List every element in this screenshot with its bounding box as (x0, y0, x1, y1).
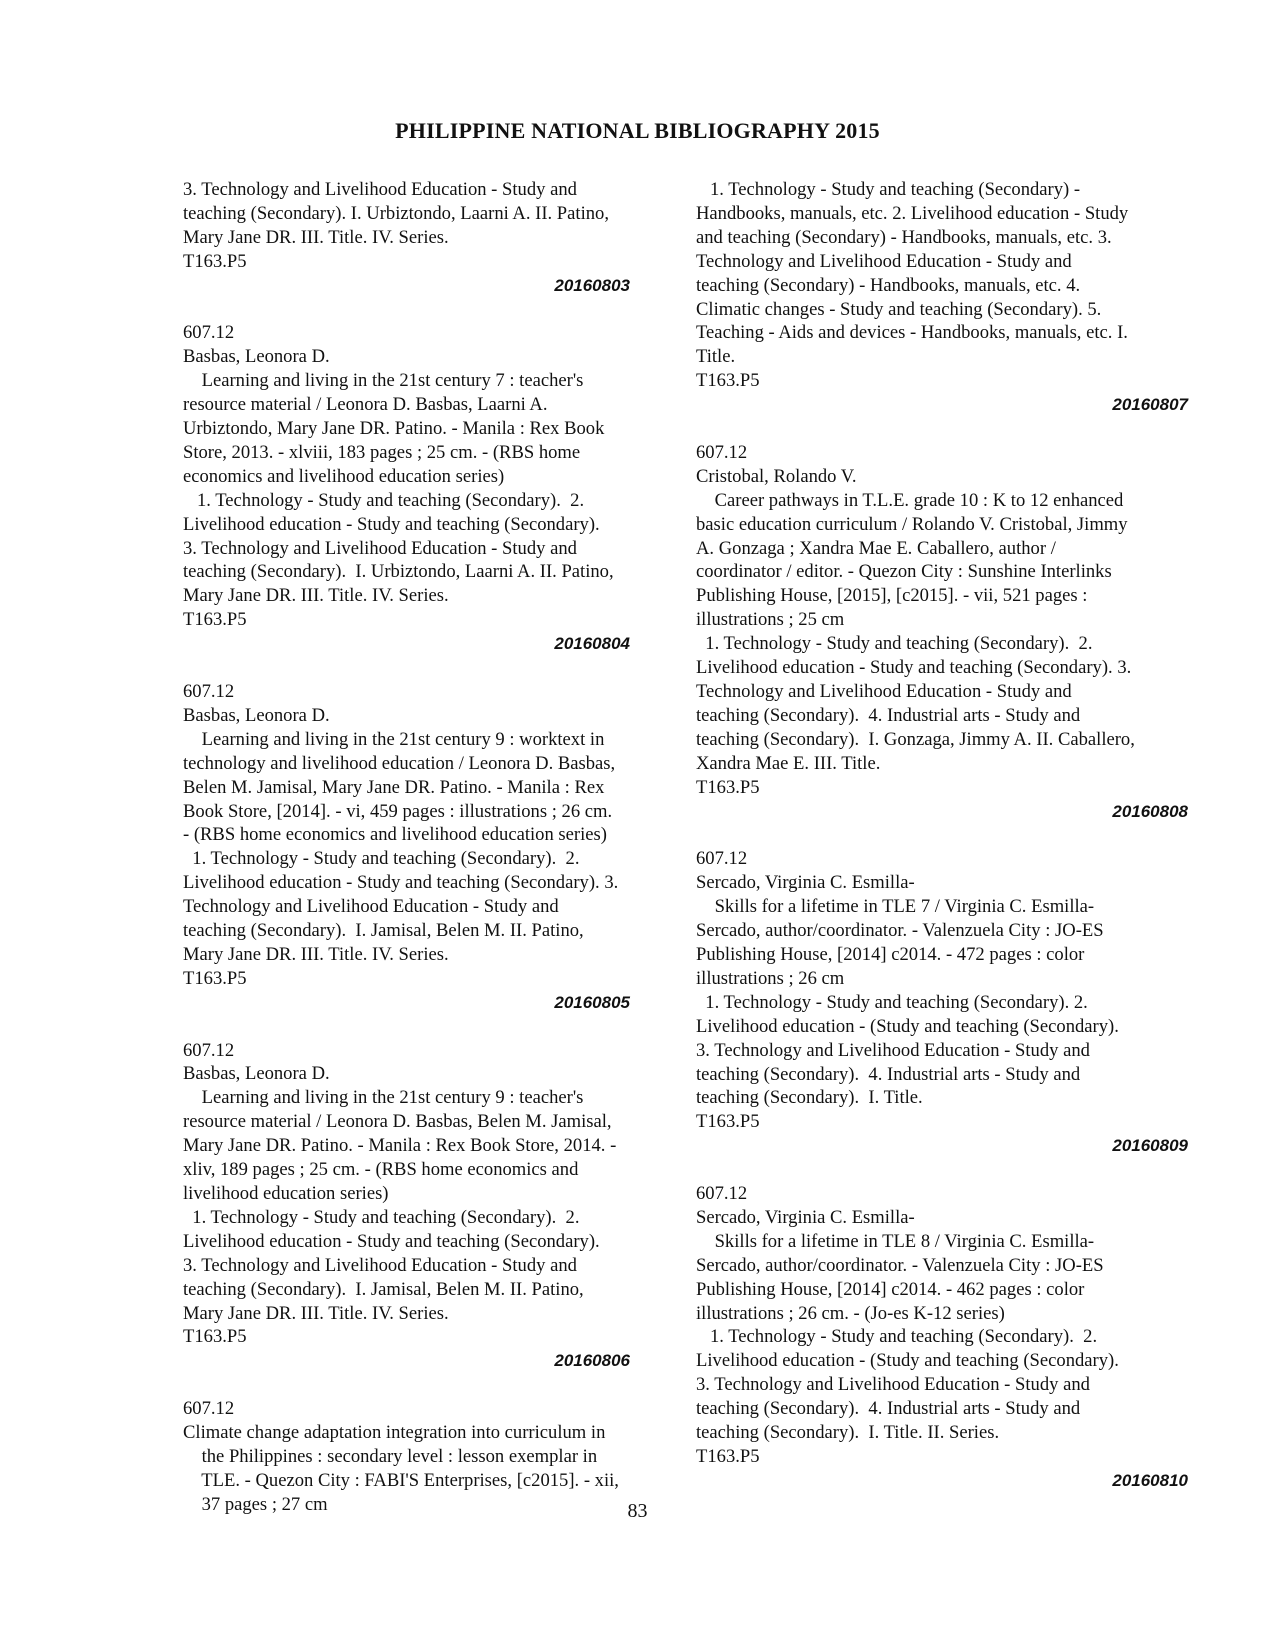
entry-line: teaching (Secondary). I. Jamisal, Belen M. II. Patino, (183, 920, 584, 942)
entry-line: 607.12 (183, 322, 235, 344)
entry-separator (696, 1158, 1196, 1182)
page-number: 83 (627, 1500, 648, 1522)
entry-line: 3. Technology and Livelihood Education - Study and (183, 537, 577, 559)
entry-line: Urbiztondo, Mary Jane DR. Patino. - Manila : Rex Book (183, 418, 605, 440)
entry-line: Climatic changes - Study and teaching (Secondary). 5. (696, 298, 1102, 320)
entry-line: and teaching (Secondary) - Handbooks, manuals, etc. 3. (696, 226, 1112, 248)
entry-line: Climate change adaptation integration into curriculum in (183, 1422, 606, 1444)
entry-line: teaching (Secondary). I. Gonzaga, Jimmy A. II. Caballero, (696, 728, 1135, 750)
entry-line: Livelihood education - Study and teaching (Secondary). (183, 513, 600, 535)
entry-line: T163.P5 (183, 250, 247, 272)
entry-line: A. Gonzaga ; Xandra Mae E. Caballero, author / (696, 537, 1056, 559)
record-number: 20160809 (1112, 1136, 1188, 1156)
entry-line: 607.12 (183, 1398, 235, 1420)
entry-line: Basbas, Leonora D. (183, 1063, 330, 1085)
entry-line: 1. Technology - Study and teaching (Secondary). 2. (696, 1326, 1098, 1348)
entry-line: 607.12 (696, 441, 748, 463)
entry-line: Mary Jane DR. III. Title. IV. Series. (183, 226, 449, 248)
entry-line: resource material / Leonora D. Basbas, Belen M. Jamisal, (183, 1111, 612, 1133)
record-number: 20160807 (1112, 395, 1188, 415)
entry-line: T163.P5 (696, 1111, 760, 1133)
entry-line: 607.12 (183, 681, 235, 702)
record-number: 20160804 (554, 634, 630, 654)
entry-line: T163.P5 (696, 1445, 760, 1467)
entry-line: T163.P5 (183, 1326, 247, 1348)
entry-separator (696, 417, 1196, 441)
entry-line: illustrations ; 25 cm (696, 609, 845, 631)
entry-line: the Philippines : secondary level : lesson exemplar in (183, 1445, 598, 1467)
entry-line: Technology and Livelihood Education - Study and (183, 896, 559, 918)
entry-line: Xandra Mae E. III. Title. (696, 752, 881, 774)
entry-line: Mary Jane DR. III. Title. IV. Series. (183, 943, 449, 965)
entry-line: T163.P5 (183, 967, 247, 989)
entry-line: Learning and living in the 21st century 9 : worktext in (183, 728, 605, 750)
entry-line: Livelihood education - Study and teaching (Secondary). 3. (696, 657, 1132, 679)
entry-separator (183, 1015, 638, 1039)
entry-line: Livelihood education - (Study and teaching (Secondary). (696, 1015, 1119, 1037)
entry-line: Career pathways in T.L.E. grade 10 : K to 12 enhanced (696, 489, 1124, 511)
entry-line: Technology and Livelihood Education - Study and (696, 681, 1072, 703)
entry-line: resource material / Leonora D. Basbas, Laarni A. (183, 394, 548, 416)
entry-line: teaching (Secondary). 4. Industrial arts - Study and (696, 704, 1081, 726)
entry-line: 607.12 (696, 848, 748, 870)
entry-line: Livelihood education - Study and teaching (Secondary). 3. (183, 872, 619, 894)
entry-line: Handbooks, manuals, etc. 2. Livelihood education - Study (696, 202, 1129, 224)
entry-line: Book Store, [2014]. - vi, 459 pages : illustrations ; 26 cm. (183, 800, 613, 822)
entry-line: - (RBS home economics and livelihood education series) (183, 824, 607, 846)
entry-separator (183, 656, 638, 680)
record-number: 20160806 (554, 1351, 630, 1371)
entry-line: Teaching - Aids and devices - Handbooks, manuals, etc. I. (696, 322, 1128, 344)
entry-line: 1. Technology - Study and teaching (Secondary). 2. (183, 848, 580, 870)
record-number: 20160803 (554, 275, 630, 295)
entry-line: Sercado, author/coordinator. - Valenzuela City : JO-ES (696, 920, 1104, 942)
left-column (183, 178, 638, 1517)
entry-line: Store, 2013. - xlviii, 183 pages ; 25 cm. - (RBS home (183, 441, 581, 463)
entry-line: basic education curriculum / Rolando V. Cristobal, Jimmy (696, 513, 1128, 535)
entry-line: xliv, 189 pages ; 25 cm. - (RBS home economics and (183, 1159, 579, 1181)
page-title: PHILIPPINE NATIONAL BIBLIOGRAPHY 2015 (395, 118, 880, 143)
entry-line: teaching (Secondary). I. Title. II. Series. (696, 1422, 1000, 1444)
entry-line: illustrations ; 26 cm (696, 967, 845, 989)
entry-line: 37 pages ; 27 cm (183, 1493, 328, 1515)
right-column (696, 178, 1196, 1493)
entry-line: 3. Technology and Livelihood Education - Study and (696, 1374, 1090, 1396)
entry-line: Livelihood education - (Study and teaching (Secondary). (696, 1350, 1119, 1372)
entry-separator (183, 1373, 638, 1397)
entry-line: Publishing House, [2014] c2014. - 472 pages : color (696, 943, 1085, 965)
entry-line: T163.P5 (183, 609, 247, 631)
entry-line: teaching (Secondary). 4. Industrial arts - Study and (696, 1398, 1081, 1420)
entry-line: T163.P5 (696, 776, 760, 798)
entry-line: TLE. - Quezon City : FABI'S Enterprises, [c2015]. - xii, (183, 1469, 619, 1491)
entry-line: teaching (Secondary). I. Title. (696, 1087, 923, 1109)
entry-line: technology and livelihood education / Leonora D. Basbas, (183, 752, 616, 774)
entry-line: teaching (Secondary). 4. Industrial arts - Study and (696, 1063, 1081, 1085)
entry-separator (183, 298, 638, 322)
entry-line: Mary Jane DR. Patino. - Manila : Rex Book Store, 2014. - (183, 1135, 617, 1157)
entry-line: Mary Jane DR. III. Title. IV. Series. (183, 585, 449, 607)
entry-line: 607.12 (696, 1183, 748, 1205)
entry-line: Skills for a lifetime in TLE 7 / Virginia C. Esmilla- (696, 896, 1095, 918)
entry-line: Skills for a lifetime in TLE 8 / Virginia C. Esmilla- (696, 1230, 1095, 1252)
entry-line: teaching (Secondary). I. Urbiztondo, Laarni A. II. Patino, (183, 561, 614, 583)
entry-line: Learning and living in the 21st century 9 : teacher's (183, 1087, 584, 1109)
entry-line: Basbas, Leonora D. (183, 704, 330, 726)
entry-line: Livelihood education - Study and teaching (Secondary). (183, 1230, 600, 1252)
entry-line: Publishing House, [2015], [c2015]. - vii, 521 pages : (696, 585, 1088, 607)
entry-line: Cristobal, Rolando V. (696, 465, 857, 487)
entry-separator (696, 823, 1196, 847)
entry-line: Belen M. Jamisal, Mary Jane DR. Patino. - Manila : Rex (183, 776, 605, 798)
entry-line: Sercado, Virginia C. Esmilla- (696, 1206, 915, 1228)
record-number: 20160805 (554, 992, 630, 1012)
entry-line: coordinator / editor. - Quezon City : Sunshine Interlinks (696, 561, 1112, 583)
record-number: 20160810 (1112, 1470, 1188, 1490)
entry-line: 607.12 (183, 1039, 235, 1061)
entry-line: livelihood education series) (183, 1183, 389, 1205)
entry-line: teaching (Secondary) - Handbooks, manuals, etc. 4. (696, 274, 1081, 296)
entry-line: teaching (Secondary). I. Jamisal, Belen M. II. Patino, (183, 1278, 584, 1300)
entry-line: 1. Technology - Study and teaching (Secondary). 2. (696, 991, 1088, 1013)
entry-line: 1. Technology - Study and teaching (Secondary) - (696, 179, 1081, 200)
entry-line: 3. Technology and Livelihood Education - Study and (696, 1039, 1090, 1061)
entry-line: Learning and living in the 21st century 7 : teacher's (183, 370, 584, 392)
entry-line: T163.P5 (696, 370, 760, 392)
entry-line: Title. (696, 346, 736, 368)
entry-line: illustrations ; 26 cm. - (Jo-es K-12 series) (696, 1302, 1005, 1324)
entry-line: economics and livelihood education series) (183, 465, 505, 487)
entry-line: Mary Jane DR. III. Title. IV. Series. (183, 1302, 449, 1324)
entry-line: Basbas, Leonora D. (183, 346, 330, 368)
entry-line: Publishing House, [2014] c2014. - 462 pages : color (696, 1278, 1085, 1300)
record-number: 20160808 (1112, 801, 1188, 821)
entry-line: 1. Technology - Study and teaching (Secondary). 2. (183, 489, 585, 511)
entry-line: 1. Technology - Study and teaching (Secondary). 2. (183, 1206, 580, 1228)
entry-line: 1. Technology - Study and teaching (Secondary). 2. (696, 633, 1093, 655)
entry-line: 3. Technology and Livelihood Education - Study and (183, 179, 577, 200)
entry-line: Sercado, author/coordinator. - Valenzuela City : JO-ES (696, 1254, 1104, 1276)
entry-line: 3. Technology and Livelihood Education - Study and (183, 1254, 577, 1276)
entry-line: teaching (Secondary). I. Urbiztondo, Laarni A. II. Patino, (183, 202, 609, 224)
entry-line: Technology and Livelihood Education - Study and (696, 250, 1072, 272)
entry-line: Sercado, Virginia C. Esmilla- (696, 872, 915, 894)
